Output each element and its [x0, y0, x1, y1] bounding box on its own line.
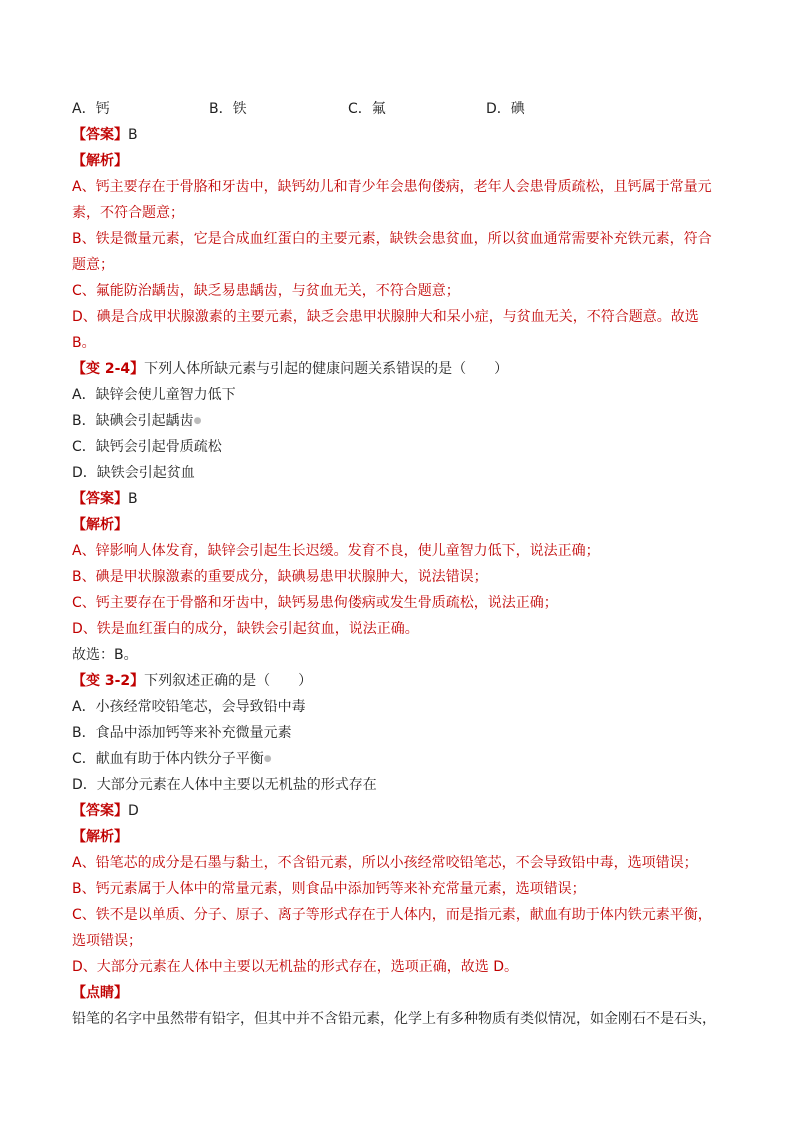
q1-analysis-line: D、碘是合成甲状腺激素的主要元素，缺乏会患甲状腺肿大和呆小症，与贫血无关，不符合题意。故选 [72, 309, 699, 325]
q3-insight-label: 【点睛】 [72, 985, 128, 1001]
q3-answer-value: D [128, 803, 139, 819]
q3-stem: 下列叙述正确的是（ ） [144, 673, 313, 689]
q1-answer [72, 122, 722, 148]
q1-analysis-label: 【解析】 [72, 153, 128, 169]
q1-analysis-line: B。 [72, 335, 96, 351]
q3-analysis-line: 选项错误； [72, 933, 142, 949]
q2-stem: 下列人体所缺元素与引起的健康问题关系错误的是（ ） [144, 361, 509, 377]
q3-analysis-line: A、铅笔芯的成分是石墨与黏土，不含铅元素，所以小孩经常咬铅笔芯，不会导致铅中毒，选项错误； [72, 855, 698, 871]
q1-answer-label: 【答案】 [72, 127, 128, 143]
q2-tag: 【变 2-4】 [72, 361, 145, 377]
q2-answer-label: 【答案】 [72, 491, 128, 507]
q1-analysis-line: C、氟能防治龋齿，缺乏易患龋齿，与贫血无关，不符合题意； [72, 283, 460, 299]
q3-insight-line: 铅笔的名字中虽然带有铅字，但其中并不含铅元素，化学上有多种物质有类似情况，如金刚石不是石头， [72, 1011, 716, 1027]
q1-option-b: B．铁 [209, 101, 247, 117]
document-page [72, 96, 722, 1032]
q2-stem-line [72, 356, 722, 382]
q3-analysis-line: B、钙元素属于人体中的常量元素，则食品中添加钙等来补充常量元素，选项错误； [72, 881, 586, 897]
q1-analysis-line: B、铁是微量元素，它是合成血红蛋白的主要元素，缺铁会患贫血，所以贫血通常需要补充铁元素，符合 [72, 231, 712, 247]
q2-answer-value: B [128, 491, 138, 507]
q1-options [72, 96, 722, 122]
q2-answer [72, 486, 722, 512]
q3-insight-heading [72, 980, 722, 1006]
q1-option-d: D．碘 [486, 101, 525, 117]
q2-option-c: C．缺钙会引起骨质疏松 [72, 439, 222, 455]
q2-option-b-line [72, 408, 722, 434]
q1-analysis-line: 题意； [72, 257, 114, 273]
q3-analysis-heading [72, 824, 722, 850]
q2-analysis-line: D、铁是血红蛋白的成分，缺铁会引起贫血，说法正确。 [72, 621, 419, 637]
q2-analysis-line: C、钙主要存在于骨骼和牙齿中，缺钙易患佝偻病或发生骨质疏松，说法正确； [72, 595, 558, 611]
q2-option-a: A．缺锌会使儿童智力低下 [72, 387, 236, 403]
q2-analysis-line: A、锌影响人体发育，缺锌会引起生长迟缓。发育不良，使儿童智力低下，说法正确； [72, 543, 600, 559]
q3-answer-label: 【答案】 [72, 803, 128, 819]
q1-analysis-line: A、钙主要存在于骨胳和牙齿中，缺钙幼儿和青少年会患佝偻病，老年人会患骨质疏松，且钙属于常量元 [72, 179, 712, 195]
q2-option-b: B．缺碘会引起龋齿 [72, 413, 194, 429]
q3-option-c: C．献血有助于体内铁分子平衡 [72, 751, 264, 767]
q3-analysis-line: D、大部分元素在人体中主要以无机盐的形式存在，选项正确，故选 D。 [72, 959, 519, 975]
q2-analysis-heading [72, 512, 722, 538]
q3-option-c-line [72, 746, 722, 772]
q2-analysis-label: 【解析】 [72, 517, 128, 533]
q3-analysis-label: 【解析】 [72, 829, 128, 845]
q2-option-d: D．缺铁会引起贫血 [72, 465, 195, 481]
q3-option-a: A．小孩经常咬铅笔芯，会导致铅中毒 [72, 699, 306, 715]
q3-answer [72, 798, 722, 824]
q1-answer-value: B [128, 127, 138, 143]
q3-tag: 【变 3-2】 [72, 673, 145, 689]
mark-dot-icon: ● [263, 754, 272, 764]
q3-analysis-line: C、铁不是以单质、分子、原子、离子等形式存在于人体内，而是指元素，献血有助于体内铁元素平衡， [72, 907, 712, 923]
q1-option-c: C．氟 [348, 101, 386, 117]
q1-option-a: A．钙 [72, 101, 110, 117]
q3-option-d: D．大部分元素在人体中主要以无机盐的形式存在 [72, 777, 377, 793]
mark-dot-icon: ● [193, 416, 202, 426]
q2-analysis-line: B、碘是甲状腺激素的重要成分，缺碘易患甲状腺肿大，说法错误； [72, 569, 488, 585]
q1-analysis-line: 素，不符合题意； [72, 205, 184, 221]
q3-option-b: B．食品中添加钙等来补充微量元素 [72, 725, 292, 741]
q3-stem-line [72, 668, 722, 694]
q1-analysis-heading [72, 148, 722, 174]
q2-analysis-line: 故选：B。 [72, 647, 138, 663]
